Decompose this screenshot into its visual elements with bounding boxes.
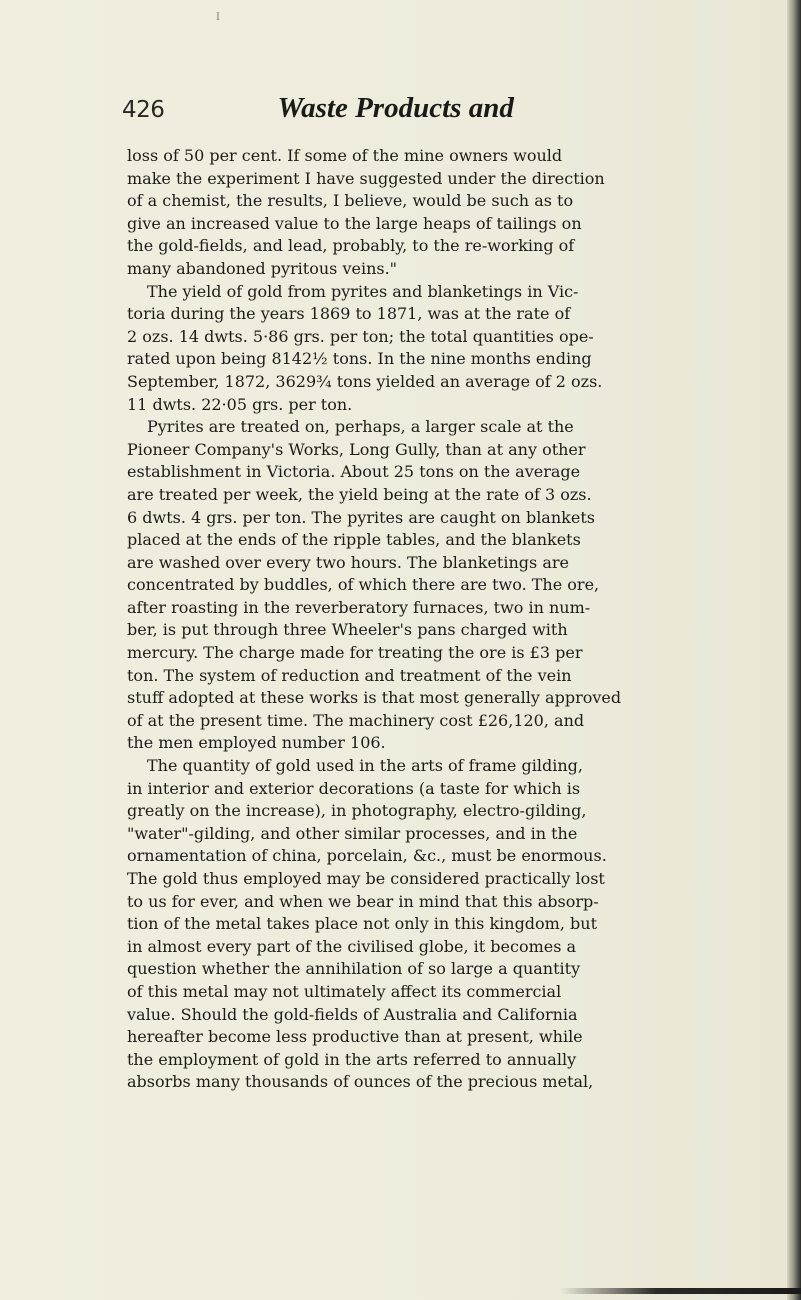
text-line: 2 ozs. 14 dwts. 5·86 grs. per ton; the total quantities ope-: [127, 326, 594, 346]
text-line: The yield of gold from pyrites and blanketings in Vic-: [147, 281, 579, 301]
text-line: of at the present time. The machinery cost £26,120, and: [127, 710, 585, 730]
text-line: "water"-gilding, and other similar processes, and in the: [127, 823, 578, 843]
text-line: tion of the metal takes place not only in this kingdom, but: [127, 914, 597, 934]
text-line: in almost every part of the civilised globe, it becomes a: [127, 936, 577, 956]
text-line: question whether the annihilation of so large a quantity: [127, 959, 581, 979]
text-line: absorbs many thousands of ounces of the precious metal,: [127, 1072, 594, 1092]
page-edge-shadow: [787, 0, 801, 1300]
text-line: the men employed number 106.: [127, 733, 386, 753]
page-number: 426: [122, 97, 165, 123]
text-line: hereafter become less productive than at present, while: [127, 1027, 583, 1047]
text-line: The gold thus employed may be considered practically lost: [127, 869, 605, 888]
text-line: September, 1872, 3629¾ tons yielded an average of 2 ozs.: [127, 371, 603, 391]
text-line: Pioneer Company's Works, Long Gully, than at any other: [127, 439, 586, 459]
text-line: make the experiment I have suggested under the direction: [127, 168, 605, 188]
text-line: loss of 50 per cent. If some of the mine owners would: [127, 146, 563, 165]
text-line: the gold-fields, and lead, probably, to the re-working of: [127, 236, 575, 256]
page-bottom-edge: [560, 1288, 801, 1294]
running-title: Waste Products and: [277, 92, 514, 124]
text-line: rated upon being 8142½ tons. In the nine months ending: [127, 349, 592, 369]
text-line: concentrated by buddles, of which there are two. The ore,: [127, 575, 600, 595]
text-line: are treated per week, the yield being at the rate of 3 ozs.: [127, 484, 592, 504]
text-line: are washed over every two hours. The blanketings are: [127, 552, 569, 572]
text-line: give an increased value to the large heaps of tailings on: [127, 213, 582, 233]
text-line: mercury. The charge made for treating the ore is £3 per: [127, 643, 583, 663]
folio-mark: I: [216, 12, 220, 23]
text-line: ornamentation of china, porcelain, &c., must be enormous.: [127, 846, 607, 866]
text-line: stuff adopted at these works is that most generally approved: [127, 688, 622, 708]
text-line: greatly on the increase), in photography, electro-gilding,: [127, 801, 587, 821]
text-line: in interior and exterior decorations (a taste for which is: [127, 778, 581, 798]
text-line: many abandoned pyritous veins.": [127, 258, 398, 278]
text-line: of a chemist, the results, I believe, would be such as to: [127, 191, 574, 211]
text-line: ber, is put through three Wheeler's pans charged with: [127, 620, 568, 640]
text-line: toria during the years 1869 to 1871, was at the rate of: [127, 304, 571, 324]
text-line: 6 dwts. 4 grs. per ton. The pyrites are caught on blankets: [127, 507, 595, 527]
text-line: Pyrites are treated on, perhaps, a larger scale at the: [147, 417, 574, 437]
text-line: ton. The system of reduction and treatment of the vein: [127, 665, 572, 685]
text-line: 11 dwts. 22·05 grs. per ton.: [127, 394, 353, 414]
text-line: establishment in Victoria. About 25 tons on the average: [127, 462, 581, 482]
text-line: The quantity of gold used in the arts of frame gilding,: [147, 756, 583, 776]
text-line: after roasting in the reverberatory furnaces, two in num-: [127, 597, 591, 617]
text-line: of this metal may not ultimately affect its commercial: [127, 981, 562, 1001]
body-text: [127, 145, 779, 1094]
text-line: the employment of gold in the arts referred to annually: [127, 1049, 577, 1069]
text-line: placed at the ends of the ripple tables, and the blankets: [127, 530, 581, 550]
text-line: value. Should the gold-fields of Australia and California: [127, 1004, 578, 1024]
page-header: [122, 92, 514, 124]
text-line: to us for ever, and when we bear in mind that this absorp-: [127, 891, 599, 911]
